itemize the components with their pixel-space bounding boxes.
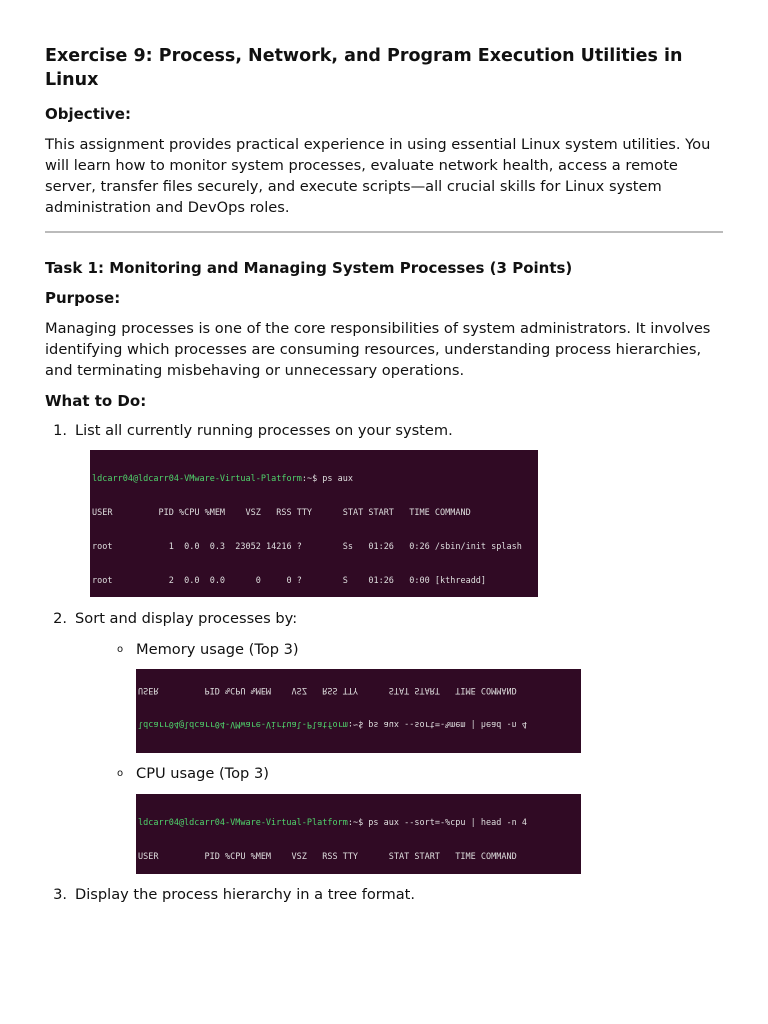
sub-item-cpu — [45, 764, 725, 784]
purpose-text: Managing processes is one of the core responsibilities of system administrators. It involves identifying which processes are consuming resources, understanding process hierarchies, and terminating misbehaving or unnecessary operations. — [45, 320, 711, 379]
terminal-prompt: ldcarr04@ldcarr04-VMware-Virtual-Platform:~$ ps aux --sort=-%cpu | head -n 4 — [138, 817, 527, 828]
step-2 — [45, 609, 725, 874]
sub-item-text: Memory usage (Top 3) — [136, 641, 299, 658]
steps-list — [45, 421, 725, 905]
sub-item-memory — [45, 640, 725, 660]
terminal-line: USER PID %CPU %MEM VSZ RSS TTY STAT START TIME COMMAND — [138, 852, 517, 863]
objective-label: Objective: — [45, 105, 131, 123]
step-number: 2. — [53, 610, 67, 627]
step-text: Sort and display processes by: — [75, 610, 298, 627]
step-3 — [45, 885, 725, 905]
terminal-prompt: ldcarr04@ldcarr04-VMware-Virtual-Platform:~$ ps aux — [92, 473, 354, 484]
step-number: 1. — [53, 422, 67, 439]
step-text: Display the process hierarchy in a tree format. — [75, 886, 416, 903]
step-1 — [45, 421, 725, 597]
step-text: List all currently running processes on your system. — [75, 422, 453, 439]
task1-heading: Task 1: Monitoring and Managing System Processes (3 Points) — [45, 259, 573, 277]
terminal-screenshot-cpu-sort — [136, 794, 581, 874]
step-number: 3. — [53, 886, 67, 903]
objective-text: This assignment provides practical experience in using essential Linux system utilities. You will learn how to monitor system processes, evaluate network health, access a remote server, transfer files securely, and execute scripts—all crucial skills for Linux system administration and DevOps roles. — [45, 136, 711, 216]
terminal-screenshot-ps-aux — [90, 450, 538, 597]
what-to-do-label: What to Do: — [45, 392, 147, 410]
page-title: Exercise 9: Process, Network, and Program Execution Utilities in Linux — [45, 46, 683, 90]
document-page — [45, 44, 725, 905]
purpose-label: Purpose: — [45, 289, 121, 307]
section-divider — [45, 231, 723, 233]
terminal-line: USER PID %CPU %MEM VSZ RSS TTY STAT START TIME COMMAND — [138, 684, 517, 695]
bullet-marker: o — [116, 768, 124, 779]
sub-item-text: CPU usage (Top 3) — [136, 765, 269, 782]
terminal-line: USER PID %CPU %MEM VSZ RSS TTY STAT START TIME COMMAND — [92, 508, 471, 519]
bullet-marker: o — [116, 644, 124, 655]
terminal-screenshot-mem-sort — [136, 669, 581, 753]
terminal-line: root 2 0.0 0.0 0 0 ? S 01:26 0:00 [kthreadd] — [92, 576, 487, 587]
terminal-prompt: ldcarr04@ldcarr04-VMware-Virtual-Platform:~$ ps aux --sort=-%mem | head -n 4 — [138, 719, 527, 730]
terminal-line: root 1 0.0 0.3 23052 14216 ? Ss 01:26 0:26 /sbin/init splash — [92, 542, 522, 553]
